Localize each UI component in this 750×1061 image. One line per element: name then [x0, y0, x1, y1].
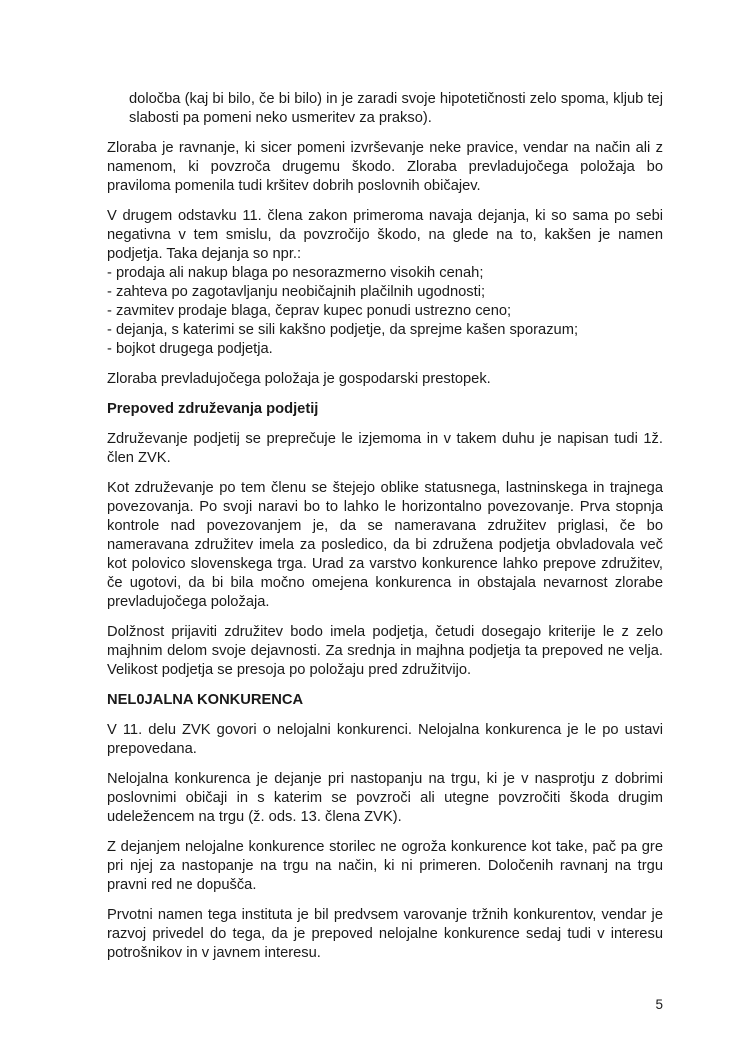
paragraph-nelojalna-definicija: Nelojalna konkurenca je dejanje pri nastopanju na trgu, ki je v nasprotju z dobrimi poslovnimi običaji in s katerim se povzroči ali utegne povzročiti škoda drugim udeležencem na trgu (ž. ods. 13. člena ZVK).: [107, 771, 663, 825]
list-item: - dejanja, s katerimi se sili kakšno podjetje, da sprejme kašen sporazum;: [107, 322, 579, 338]
paragraph-continuation: določba (kaj bi bilo, če bi bilo) in je zaradi svoje hipotetičnosti zelo spoma, kljub tej slabosti pa pomeni neko usmeritev za prakso).: [129, 91, 663, 126]
paragraph-11-delu-zvk: V 11. delu ZVK govori o nelojalni konkurenci. Nelojalna konkurenca je le po ustavi prepovedana.: [107, 722, 663, 757]
paragraph-kot-zdruzevanje: Kot združevanje po tem členu se štejejo oblike statusnega, lastninskega in trajnega povezovanja. Po svoji naravi bo to lahko le horizontalno povezovanje. Prva stopnja kontrole nad povezovanjem je, da se nameravana združitev priglasi, če bo nameravana združitev imela za posledico, da bi združena podjetja obvladovala več kot polovico slovenskega trga. Urad za varstvo konkurence lahko prepove združitev, če ugotovi, da bi bila močno omejena konkurenca in obstajala nevarnost zlorabe prevladujočega položaja.: [107, 480, 663, 610]
page-number: 5: [655, 997, 663, 1012]
paragraph-drugi-odstavek: V drugem odstavku 11. člena zakon primeroma navaja dejanja, ki so sama po sebi negativna v tem smislu, da povzročijo škodo, na glede na to, kakšen je namen podjetja. Taka dejanja so npr.:: [107, 208, 663, 262]
paragraph-dolznost-prijaviti: Dolžnost prijaviti združitev bodo imela podjetja, četudi dosegajo kriterije le z zelo majhnim delom svoje dejavnosti. Za srednja in majhna podjetja ta prepoved ne velja. Velikost podjetja se presoja po položaju pred združitvijo.: [107, 624, 663, 678]
document-content: [107, 90, 663, 974]
paragraph-prvotni-namen: Prvotni namen tega instituta je bil predvsem varovanje tržnih konkurentov, vendar je razvoj privedel do tega, da je prepoved nelojalne konkurence sedaj tudi v interesu potrošnikov in v javnem interesu.: [107, 907, 663, 961]
list-item: - bojkot drugega podjetja.: [107, 341, 273, 357]
paragraph-zdruzevanje-izjemoma: Združevanje podjetij se preprečuje le izjemoma in v takem duhu je napisan tudi 1ž. člen ZVK.: [107, 431, 663, 466]
dash-list: [107, 264, 663, 359]
list-item: - zavmitev prodaje blaga, čeprav kupec ponudi ustrezno ceno;: [107, 303, 512, 319]
list-item: - zahteva po zagotavljanju neobičajnih plačilnih ugodnosti;: [107, 284, 486, 300]
paragraph-zloraba-ravnanje: Zloraba je ravnanje, ki sicer pomeni izvrševanje neke pravice, vendar na način ali z namenom, ki povzroča drugemu škodo. Zloraba prevladujočega položaja bo praviloma pomenila tudi kršitev dobrih poslovnih običajev.: [107, 140, 663, 194]
paragraph-gospodarski-prestopek: Zloraba prevladujočega položaja je gospodarski prestopek.: [107, 371, 491, 387]
paragraph-z-dejanjem: Z dejanjem nelojalne konkurence storilec ne ogroža konkurence kot take, pač pa gre pri njej za nastopanje na trgu na način, ki ni primeren. Določenih ravnanj na trgu pravni red ne dopušča.: [107, 839, 663, 893]
list-item: - prodaja ali nakup blaga po nesorazmerno visokih cenah;: [107, 265, 484, 281]
section-heading-nelojalna-konkurenca: NEL0JALNA KONKURENCA: [107, 692, 304, 708]
section-heading-prepoved-zdruzevanja: Prepoved združevanja podjetij: [107, 401, 319, 417]
